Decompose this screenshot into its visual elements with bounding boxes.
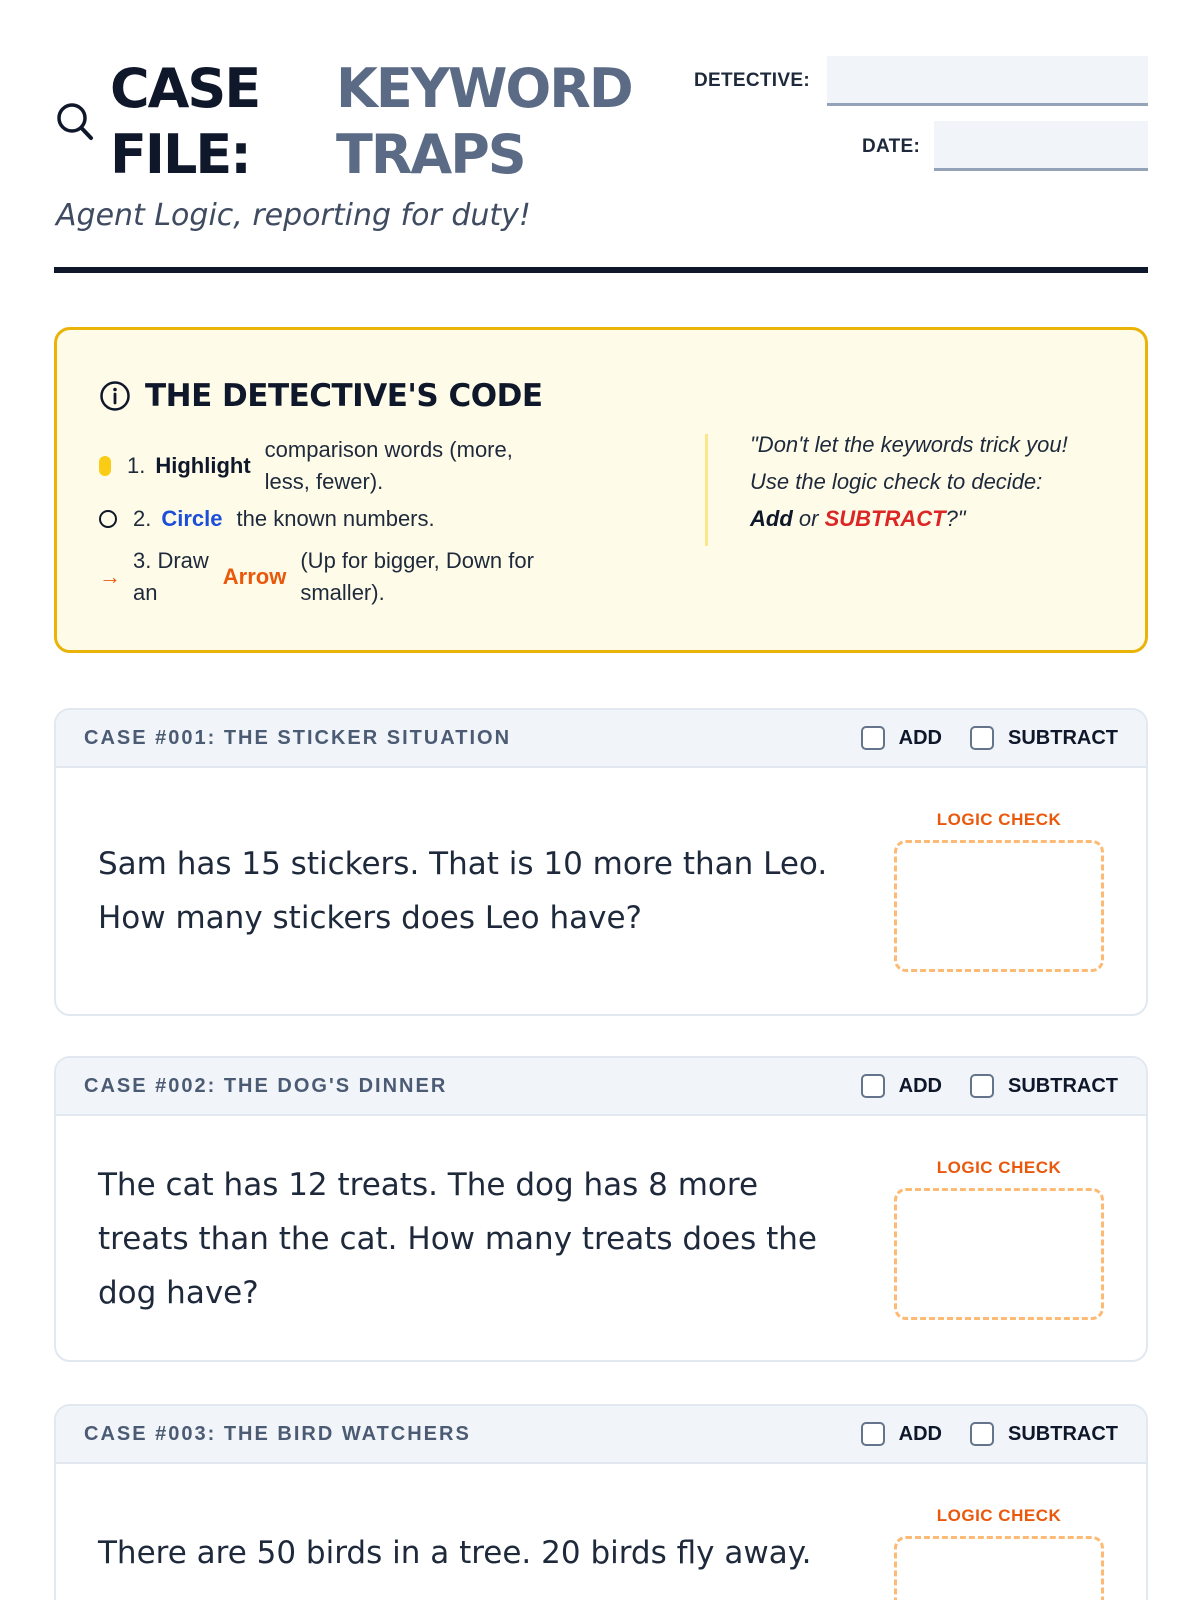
step-keyword: Circle bbox=[161, 506, 223, 531]
step-arrow bbox=[99, 545, 534, 609]
detective-label: DETECTIVE: bbox=[694, 70, 810, 91]
title-file: FILE: bbox=[110, 123, 250, 186]
step-number bbox=[133, 545, 209, 609]
date-field[interactable] bbox=[934, 121, 1148, 171]
title-case: CASE bbox=[110, 57, 260, 120]
subtract-label: SUBTRACT bbox=[1008, 1074, 1118, 1097]
subtitle: Agent Logic, reporting for duty! bbox=[56, 198, 531, 233]
problem-line: Sam has 15 stickers. That is 10 more than Leo. bbox=[98, 846, 828, 882]
case-header bbox=[56, 710, 1146, 768]
subtract-option[interactable] bbox=[970, 1422, 1118, 1446]
problem-text bbox=[98, 1526, 811, 1580]
step-keyword: Arrow bbox=[222, 564, 287, 589]
add-checkbox[interactable] bbox=[861, 726, 885, 750]
subtract-checkbox[interactable] bbox=[970, 1422, 994, 1446]
step-text-line: smaller). bbox=[300, 580, 385, 605]
problem-line: dog have? bbox=[98, 1275, 259, 1311]
info-icon bbox=[99, 380, 131, 412]
case-header bbox=[56, 1406, 1146, 1464]
quote-text: "Don't let the keywords trick you! Use the logic check to decide: bbox=[750, 432, 1068, 494]
quote-subtract: SUBTRACT bbox=[824, 506, 946, 531]
step-keyword: Highlight bbox=[155, 453, 251, 478]
add-checkbox[interactable] bbox=[861, 1422, 885, 1446]
add-label: ADD bbox=[898, 1074, 942, 1097]
quote-end: ?" bbox=[945, 506, 966, 531]
problem-text bbox=[98, 1158, 817, 1320]
subtract-checkbox[interactable] bbox=[970, 726, 994, 750]
step-number: 2. bbox=[133, 506, 152, 531]
problem-line: There are 50 birds in a tree. 20 birds fly away. bbox=[98, 1535, 812, 1571]
add-label: ADD bbox=[898, 1422, 942, 1445]
step-highlight bbox=[99, 434, 513, 498]
problem-line: treats than the cat. How many treats does the bbox=[98, 1221, 817, 1257]
add-option[interactable] bbox=[861, 726, 942, 750]
subtract-label: SUBTRACT bbox=[1008, 726, 1118, 749]
add-option[interactable] bbox=[861, 1074, 942, 1098]
date-label: DATE: bbox=[862, 136, 921, 157]
add-label: ADD bbox=[898, 726, 942, 749]
step-number-line: 3. Draw bbox=[133, 548, 209, 573]
code-title: THE DETECTIVE'S CODE bbox=[145, 378, 543, 414]
step-circle bbox=[99, 506, 435, 532]
detective-field[interactable] bbox=[827, 56, 1148, 106]
logic-check-box[interactable] bbox=[894, 840, 1104, 972]
step-text-line: less, fewer). bbox=[264, 469, 384, 494]
problem-line: How many stickers does Leo have? bbox=[98, 900, 643, 936]
problem-text bbox=[98, 837, 827, 945]
case-title: CASE #001: THE STICKER SITUATION bbox=[84, 726, 512, 749]
code-heading bbox=[99, 378, 543, 414]
subtract-checkbox[interactable] bbox=[970, 1074, 994, 1098]
case-header bbox=[56, 1058, 1146, 1116]
case-title: CASE #002: THE DOG'S DINNER bbox=[84, 1074, 448, 1097]
page-header bbox=[54, 50, 1148, 275]
step-text: the known numbers. bbox=[236, 506, 435, 531]
step-text-line: (Up for bigger, Down for bbox=[300, 548, 534, 573]
quote-or: or bbox=[792, 506, 825, 531]
problem-line: The cat has 12 treats. The dog has 8 more bbox=[98, 1167, 759, 1203]
step-text bbox=[300, 545, 534, 609]
logic-check-box[interactable] bbox=[894, 1188, 1104, 1320]
logic-check-label: LOGIC CHECK bbox=[936, 1158, 1062, 1177]
subtract-label: SUBTRACT bbox=[1008, 1422, 1118, 1445]
case-card bbox=[54, 708, 1148, 1016]
case-card bbox=[54, 1056, 1148, 1362]
step-text-line: comparison words (more, bbox=[264, 437, 513, 462]
detective-code-panel bbox=[54, 327, 1148, 653]
circle-icon bbox=[99, 510, 117, 528]
subtract-option[interactable] bbox=[970, 1074, 1118, 1098]
step-number-line: an bbox=[133, 580, 158, 605]
highlight-icon bbox=[99, 456, 111, 476]
logic-check-label: LOGIC CHECK bbox=[936, 810, 1062, 829]
header-divider bbox=[54, 267, 1148, 273]
title-keyword: KEYWORD bbox=[336, 57, 632, 120]
quote-add: Add bbox=[750, 506, 793, 531]
arrow-icon: → bbox=[99, 564, 121, 589]
add-option[interactable] bbox=[861, 1422, 942, 1446]
magnifier-icon bbox=[56, 102, 94, 142]
step-number: 1. bbox=[127, 453, 146, 478]
code-divider bbox=[705, 434, 708, 546]
step-text bbox=[265, 434, 513, 498]
logic-check-label: LOGIC CHECK bbox=[936, 1506, 1062, 1525]
case-card bbox=[54, 1404, 1148, 1600]
subtract-option[interactable] bbox=[970, 726, 1118, 750]
logic-check-box[interactable] bbox=[894, 1536, 1104, 1600]
title-traps: TRAPS bbox=[336, 123, 525, 186]
add-checkbox[interactable] bbox=[861, 1074, 885, 1098]
detective-quote bbox=[750, 426, 1090, 537]
case-title: CASE #003: THE BIRD WATCHERS bbox=[84, 1422, 471, 1445]
